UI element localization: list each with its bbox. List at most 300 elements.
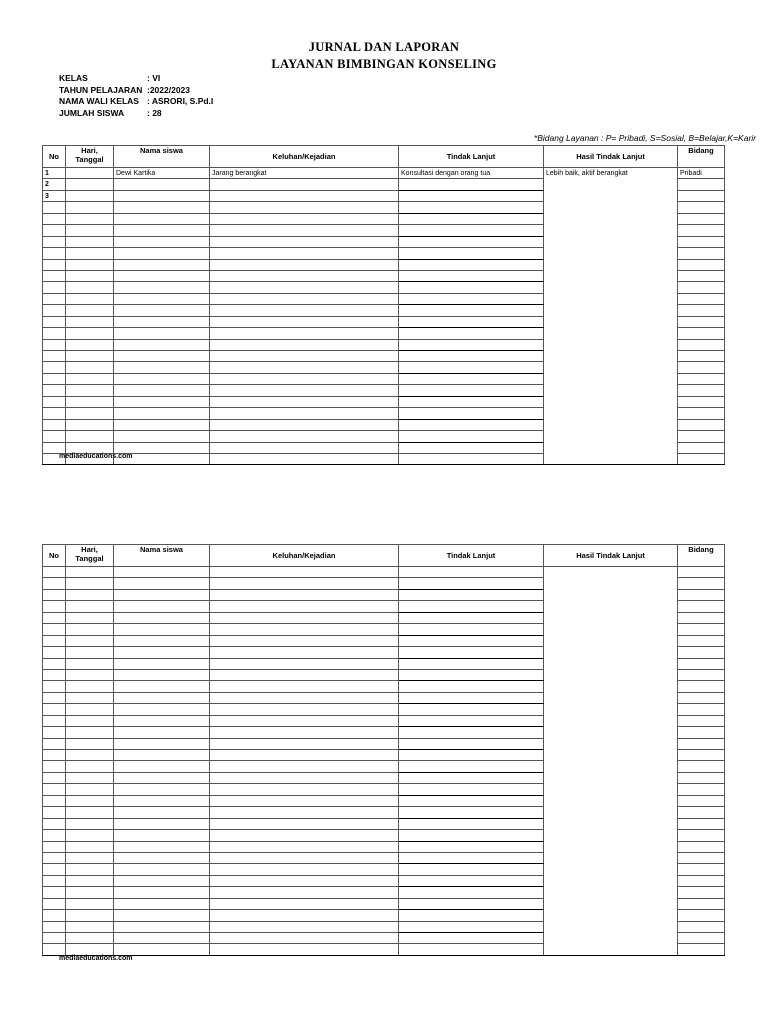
table-cell xyxy=(210,373,399,384)
table-cell xyxy=(210,567,399,578)
table-cell xyxy=(43,669,66,680)
table-cell xyxy=(114,818,210,829)
table-cell xyxy=(114,715,210,726)
table-row xyxy=(43,807,725,818)
table-row xyxy=(43,624,725,635)
col-header-no: No xyxy=(43,146,66,168)
table-cell xyxy=(544,761,678,772)
table-cell xyxy=(678,898,725,909)
table-cell xyxy=(114,807,210,818)
table-cell xyxy=(66,738,114,749)
table-cell xyxy=(210,293,399,304)
table-row xyxy=(43,715,725,726)
table-cell xyxy=(43,692,66,703)
table-cell xyxy=(114,236,210,247)
table-cell xyxy=(210,795,399,806)
table-cell xyxy=(66,898,114,909)
table-cell xyxy=(399,852,544,863)
table-cell xyxy=(43,305,66,316)
table-cell xyxy=(66,213,114,224)
table-cell: Dewi Kartika xyxy=(114,168,210,179)
table-cell xyxy=(399,316,544,327)
table-cell xyxy=(114,328,210,339)
table-row xyxy=(43,373,725,384)
table-cell xyxy=(210,681,399,692)
table-cell xyxy=(210,635,399,646)
table-cell xyxy=(544,419,678,430)
table-row xyxy=(43,293,725,304)
table-cell xyxy=(544,578,678,589)
table-row xyxy=(43,704,725,715)
table-cell xyxy=(399,190,544,201)
table-cell xyxy=(66,727,114,738)
table-cell xyxy=(114,567,210,578)
table-cell xyxy=(678,658,725,669)
table-row xyxy=(43,305,725,316)
table-cell xyxy=(66,431,114,442)
table-cell xyxy=(678,567,725,578)
table-row xyxy=(43,282,725,293)
table-cell xyxy=(678,681,725,692)
table-cell xyxy=(678,362,725,373)
table-cell xyxy=(678,259,725,270)
table-cell xyxy=(399,305,544,316)
table-cell xyxy=(544,259,678,270)
table-row xyxy=(43,431,725,442)
table-cell xyxy=(399,589,544,600)
table-cell xyxy=(43,589,66,600)
table-cell xyxy=(114,933,210,944)
table-cell xyxy=(66,750,114,761)
table-cell xyxy=(544,339,678,350)
table-cell xyxy=(678,225,725,236)
table-cell xyxy=(678,944,725,955)
info-value: : 28 xyxy=(147,107,162,118)
table-cell xyxy=(66,442,114,453)
table-cell xyxy=(678,578,725,589)
table-row xyxy=(43,248,725,259)
journal-table-2 xyxy=(42,544,725,956)
table-cell xyxy=(399,408,544,419)
table-cell xyxy=(66,248,114,259)
table-cell xyxy=(66,887,114,898)
table-cell xyxy=(43,910,66,921)
table-cell xyxy=(210,704,399,715)
table-cell xyxy=(43,727,66,738)
footer-text: mediaeducations.com xyxy=(59,453,133,460)
table-row xyxy=(43,362,725,373)
table-cell xyxy=(210,351,399,362)
table-cell xyxy=(678,612,725,623)
col-header-complaint: Keluhan/Kejadian xyxy=(210,146,399,168)
table-cell xyxy=(399,612,544,623)
table-cell xyxy=(678,396,725,407)
table-row xyxy=(43,612,725,623)
table-cell xyxy=(114,784,210,795)
table-cell xyxy=(66,864,114,875)
table-cell: Lebih baik, aktif berangkat xyxy=(544,168,678,179)
table-cell xyxy=(210,453,399,464)
table-cell xyxy=(399,898,544,909)
table-cell xyxy=(114,362,210,373)
table-cell xyxy=(114,179,210,190)
table-cell xyxy=(43,807,66,818)
table-cell xyxy=(544,795,678,806)
table-row xyxy=(43,681,725,692)
table-cell xyxy=(114,738,210,749)
table-row xyxy=(43,852,725,863)
table-cell xyxy=(210,578,399,589)
table-cell xyxy=(66,259,114,270)
table-cell xyxy=(43,738,66,749)
table-row xyxy=(43,761,725,772)
table-cell xyxy=(399,419,544,430)
table-cell xyxy=(210,647,399,658)
table-cell xyxy=(114,795,210,806)
table-cell xyxy=(544,830,678,841)
table-cell: 3 xyxy=(43,190,66,201)
table-cell xyxy=(399,681,544,692)
table-cell xyxy=(114,408,210,419)
table-cell xyxy=(544,818,678,829)
table-cell xyxy=(114,190,210,201)
col-header-date: Hari, Tanggal xyxy=(66,545,114,567)
table-cell xyxy=(43,795,66,806)
table-cell xyxy=(210,316,399,327)
table-cell xyxy=(114,270,210,281)
table-cell xyxy=(43,704,66,715)
table-cell xyxy=(544,658,678,669)
col-header-followup: Tindak Lanjut xyxy=(399,146,544,168)
table-cell xyxy=(210,921,399,932)
table-cell xyxy=(66,179,114,190)
table-row xyxy=(43,236,725,247)
table-cell xyxy=(544,887,678,898)
table-cell xyxy=(399,270,544,281)
table-cell xyxy=(210,270,399,281)
table-cell xyxy=(678,624,725,635)
table-row xyxy=(43,351,725,362)
table-cell xyxy=(678,647,725,658)
table-cell xyxy=(678,351,725,362)
table-cell xyxy=(399,431,544,442)
table-cell xyxy=(399,647,544,658)
info-label: KELAS xyxy=(59,73,88,83)
table-cell xyxy=(43,213,66,224)
table-cell xyxy=(43,373,66,384)
table-cell xyxy=(210,933,399,944)
table-cell xyxy=(114,852,210,863)
table-cell xyxy=(678,761,725,772)
table-cell xyxy=(66,328,114,339)
table-cell xyxy=(678,190,725,201)
table-cell xyxy=(399,202,544,213)
table-row xyxy=(43,669,725,680)
table-cell xyxy=(210,864,399,875)
table-cell xyxy=(544,715,678,726)
table-cell xyxy=(66,305,114,316)
table-cell xyxy=(210,750,399,761)
table-cell xyxy=(43,933,66,944)
table-cell xyxy=(210,692,399,703)
table-cell xyxy=(66,647,114,658)
table-cell xyxy=(43,750,66,761)
table-row xyxy=(43,727,725,738)
table-cell xyxy=(114,578,210,589)
table-cell xyxy=(210,807,399,818)
table-cell xyxy=(544,328,678,339)
table-cell xyxy=(210,339,399,350)
table-cell xyxy=(210,910,399,921)
table-row xyxy=(43,190,725,201)
table-cell xyxy=(210,236,399,247)
table-cell xyxy=(678,282,725,293)
table-cell xyxy=(66,681,114,692)
table-cell xyxy=(43,431,66,442)
table-cell xyxy=(114,396,210,407)
table-cell xyxy=(544,864,678,875)
table-cell: Pribadi xyxy=(678,168,725,179)
info-value: : ASRORI, S.Pd.I xyxy=(147,96,214,107)
table-cell xyxy=(678,419,725,430)
table-cell xyxy=(43,887,66,898)
col-header-name: Nama siswa xyxy=(114,146,210,168)
table-cell xyxy=(43,567,66,578)
table-cell xyxy=(399,236,544,247)
table-cell xyxy=(678,750,725,761)
table-cell xyxy=(544,385,678,396)
table-cell xyxy=(114,259,210,270)
table-cell xyxy=(210,887,399,898)
table-cell xyxy=(66,601,114,612)
table-cell xyxy=(114,727,210,738)
table-cell xyxy=(66,351,114,362)
table-cell xyxy=(43,624,66,635)
table-cell xyxy=(66,669,114,680)
table-cell xyxy=(544,396,678,407)
table-cell xyxy=(114,624,210,635)
table-cell xyxy=(210,179,399,190)
table-cell xyxy=(399,385,544,396)
table-cell xyxy=(544,875,678,886)
table-cell xyxy=(399,259,544,270)
table-cell xyxy=(114,910,210,921)
table-cell xyxy=(399,921,544,932)
table-cell xyxy=(66,362,114,373)
title-line2: LAYANAN BIMBINGAN KONSELING xyxy=(271,57,497,71)
table-cell xyxy=(210,841,399,852)
table-cell xyxy=(678,704,725,715)
table-cell xyxy=(544,179,678,190)
col-header-no: No xyxy=(43,545,66,567)
table-cell xyxy=(43,316,66,327)
table-row xyxy=(43,658,725,669)
table-cell xyxy=(399,293,544,304)
table-cell xyxy=(43,225,66,236)
table-cell xyxy=(399,807,544,818)
table-row xyxy=(43,864,725,875)
table-cell xyxy=(678,328,725,339)
table-cell xyxy=(544,190,678,201)
table-cell xyxy=(678,293,725,304)
table-cell xyxy=(66,944,114,955)
table-cell xyxy=(210,830,399,841)
legend-note: *Bidang Layanan : P= Pribadi, S=Sosial, B=Belajar,K=Karir xyxy=(533,133,756,143)
table-cell xyxy=(544,305,678,316)
table-cell xyxy=(66,612,114,623)
table-cell xyxy=(210,601,399,612)
table-cell xyxy=(66,921,114,932)
table-cell xyxy=(544,624,678,635)
table-cell xyxy=(544,362,678,373)
table-cell xyxy=(114,213,210,224)
table-cell xyxy=(544,944,678,955)
table-cell xyxy=(678,910,725,921)
col-header-followup: Tindak Lanjut xyxy=(399,545,544,567)
table-cell xyxy=(399,933,544,944)
table-cell xyxy=(43,601,66,612)
table-row xyxy=(43,898,725,909)
table-cell xyxy=(399,772,544,783)
table-cell xyxy=(399,704,544,715)
table-row xyxy=(43,750,725,761)
table-cell xyxy=(66,772,114,783)
table-cell xyxy=(210,213,399,224)
table-row xyxy=(43,316,725,327)
table-cell: Konsultasi dengan orang tua xyxy=(399,168,544,179)
table-cell xyxy=(114,658,210,669)
table-cell xyxy=(544,293,678,304)
journal-table-1 xyxy=(42,145,725,465)
table-cell xyxy=(114,282,210,293)
table-cell xyxy=(544,202,678,213)
table-cell xyxy=(43,944,66,955)
table-cell xyxy=(210,624,399,635)
title-line1: JURNAL DAN LAPORAN xyxy=(308,40,460,54)
table-row xyxy=(43,601,725,612)
table-cell xyxy=(678,339,725,350)
table-cell: Jarang berangkat xyxy=(210,168,399,179)
table-cell xyxy=(114,692,210,703)
table-cell xyxy=(210,875,399,886)
table-cell xyxy=(66,202,114,213)
table-cell xyxy=(678,248,725,259)
table-cell xyxy=(544,692,678,703)
table-cell xyxy=(43,236,66,247)
table-row xyxy=(43,328,725,339)
table-cell xyxy=(114,293,210,304)
table-cell xyxy=(678,738,725,749)
table-cell xyxy=(399,818,544,829)
table-cell xyxy=(43,408,66,419)
table-cell xyxy=(399,669,544,680)
table-cell xyxy=(66,818,114,829)
table-cell xyxy=(114,339,210,350)
table-row xyxy=(43,396,725,407)
table-cell xyxy=(210,898,399,909)
table-cell xyxy=(678,875,725,886)
table-cell xyxy=(114,864,210,875)
table-cell xyxy=(210,761,399,772)
table-cell xyxy=(210,419,399,430)
table-cell xyxy=(210,305,399,316)
table-cell xyxy=(210,669,399,680)
table-cell xyxy=(544,921,678,932)
table-cell xyxy=(66,168,114,179)
table-row xyxy=(43,270,725,281)
table-cell xyxy=(544,442,678,453)
table-cell xyxy=(43,784,66,795)
table-cell xyxy=(114,589,210,600)
table-cell xyxy=(399,624,544,635)
table-cell xyxy=(678,373,725,384)
col-header-result: Hasil Tindak Lanjut xyxy=(544,146,678,168)
table-row xyxy=(43,168,725,179)
table-cell xyxy=(678,442,725,453)
table-cell xyxy=(43,282,66,293)
table-cell xyxy=(678,933,725,944)
table-cell: 1 xyxy=(43,168,66,179)
table-cell: 2 xyxy=(43,179,66,190)
table-cell xyxy=(678,818,725,829)
table-cell xyxy=(544,841,678,852)
table-cell xyxy=(66,589,114,600)
table-cell xyxy=(399,248,544,259)
table-cell xyxy=(399,635,544,646)
table-cell xyxy=(114,351,210,362)
table-cell xyxy=(544,316,678,327)
table-cell xyxy=(544,567,678,578)
table-cell xyxy=(678,305,725,316)
table-cell xyxy=(399,339,544,350)
table-row xyxy=(43,578,725,589)
table-cell xyxy=(544,807,678,818)
table-cell xyxy=(544,784,678,795)
info-block xyxy=(59,73,213,119)
table-cell xyxy=(43,202,66,213)
table-cell xyxy=(114,704,210,715)
table-cell xyxy=(66,396,114,407)
table-cell xyxy=(210,818,399,829)
table-row xyxy=(43,442,725,453)
table-cell xyxy=(66,293,114,304)
table-cell xyxy=(66,830,114,841)
table-cell xyxy=(114,601,210,612)
table-cell xyxy=(210,589,399,600)
col-header-name: Nama siswa xyxy=(114,545,210,567)
table-cell xyxy=(114,385,210,396)
table-cell xyxy=(43,270,66,281)
table-cell xyxy=(43,612,66,623)
table-row xyxy=(43,213,725,224)
table-cell xyxy=(210,202,399,213)
table-cell xyxy=(399,864,544,875)
footer-text: mediaeducations.com xyxy=(59,955,133,962)
table-cell xyxy=(544,635,678,646)
table-cell xyxy=(210,362,399,373)
table-cell xyxy=(210,772,399,783)
table-row xyxy=(43,202,725,213)
table-cell xyxy=(210,442,399,453)
table-cell xyxy=(544,270,678,281)
table-cell xyxy=(114,772,210,783)
table-cell xyxy=(678,635,725,646)
table-cell xyxy=(399,750,544,761)
table-cell xyxy=(210,282,399,293)
table-cell xyxy=(399,396,544,407)
table-cell xyxy=(43,635,66,646)
table-cell xyxy=(66,933,114,944)
